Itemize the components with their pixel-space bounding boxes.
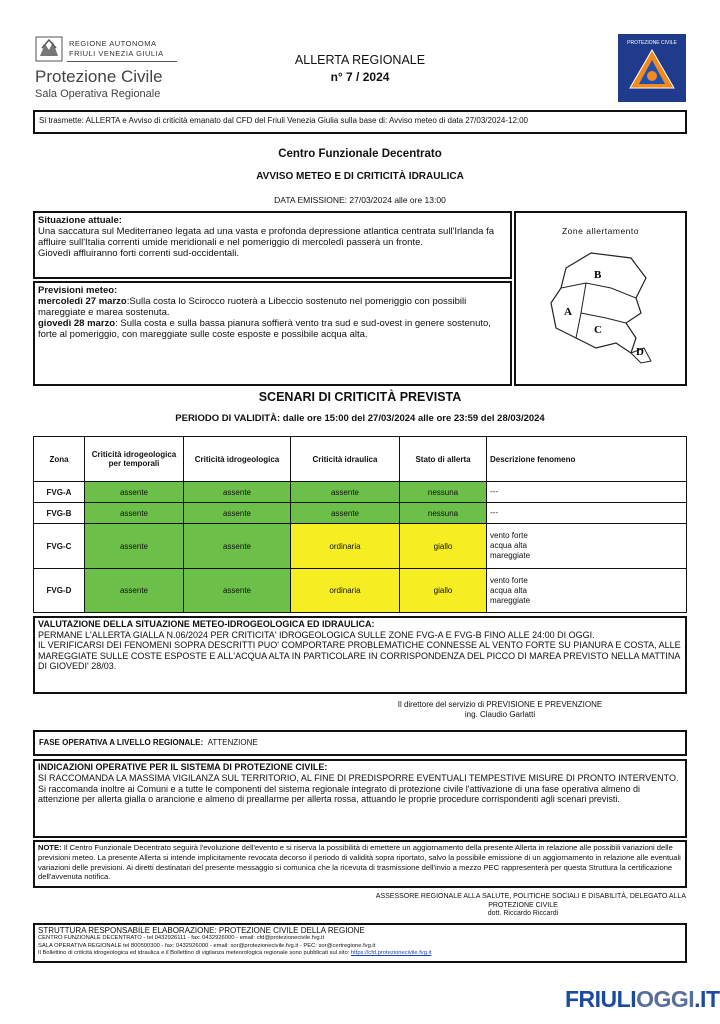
zone-cell: FVG-C (34, 524, 85, 569)
assessor-name: dott. Riccardo Riccardi (487, 910, 559, 917)
situation-heading: Situazione attuale: (38, 215, 122, 226)
scenarios-title: SCENARI DI CRITICITÀ PREVISTA (258, 390, 462, 404)
indications-box (33, 759, 687, 838)
desc-line: acqua alta (490, 541, 527, 550)
note-box (33, 840, 687, 888)
logo-divider (67, 61, 177, 62)
hydrogeo-cell: assente (184, 503, 291, 524)
emblem-text: PROTEZIONE CIVILE (627, 40, 677, 46)
hydraulic-cell: ordinaria (291, 569, 400, 613)
watermark-part-1: FRIULI (565, 986, 637, 1012)
transmit-box (33, 110, 687, 134)
header-hydrogeological: Criticità idrogeologica (184, 437, 291, 482)
table-header-row (34, 437, 687, 482)
desc-line: mareggiate (490, 595, 531, 605)
state-cell: giallo (400, 569, 487, 613)
header-storm-criticality: Criticità idrogeologica per temporali (85, 437, 184, 482)
situation-box (33, 211, 512, 279)
table-row (34, 482, 687, 503)
zone-label-c: C (594, 324, 602, 336)
footer-website-line (38, 950, 682, 958)
state-cell: giallo (400, 524, 487, 569)
desc-line: mareggiate (490, 551, 531, 560)
transmit-text: Si trasmette: ALLERTA e Avviso di criticità emanato dal CFD del Friuli Venezia Giulia sulla base di: Avviso meteo di data 27/03/2024-12:00 (39, 116, 529, 125)
desc-cell: --- (487, 482, 687, 503)
footer-structure: STRUTTURA RESPONSABILE ELABORAZIONE: PROTEZIONE CIVILE DELLA REGIONE (38, 926, 365, 935)
hydraulic-cell: ordinaria (291, 524, 400, 569)
footer-cfd-contacts: CENTRO FUNZIONALE DECENTRATO - tel 0432926111 - fax: 0432926000 - email: cfd@protezionecivile.fvg.it (38, 935, 325, 941)
zone-cell: FVG-B (34, 503, 85, 524)
assessor-signature (320, 893, 686, 919)
evaluation-heading: VALUTAZIONE DELLA SITUAZIONE METEO-IDROGEOLOGICA ED IDRAULICA: (38, 619, 375, 629)
cfd-title: Centro Funzionale Decentrato (278, 148, 442, 160)
desc-cell (487, 569, 687, 613)
header-zone: Zona (34, 437, 85, 482)
forecast-day2-label: giovedì 28 marzo (38, 318, 116, 329)
table-row (34, 569, 687, 613)
desc-cell: --- (487, 503, 687, 524)
footer-website-text: Il Bollettino di criticità idrogeologica ed idraulica e il Bollettino di vigilanza meteorologica regionale sono pubblicati sul sito: (38, 950, 351, 956)
logo-title: Protezione Civile (35, 67, 163, 86)
alert-number: n° 7 / 2024 (330, 70, 390, 84)
evaluation-box (33, 616, 687, 694)
footer-box (33, 923, 687, 963)
note-label: NOTE: (38, 843, 62, 852)
storm-cell: assente (85, 482, 184, 503)
state-cell: nessuna (400, 482, 487, 503)
hydrogeo-cell: assente (184, 482, 291, 503)
logo-line-2: FRIULI VENEZIA GIULIA (69, 49, 164, 58)
zone-map-title: Zone allertamento (561, 226, 639, 236)
hydrogeo-cell: assente (184, 569, 291, 613)
forecast-day2-text: : Sulla costa e sulla bassa pianura soffierà vento tra sud e sud-ovest in genere sostenuto, forte al pomeriggio, con mareggiate sulle coste esposte e possibile acqua alta. (38, 318, 491, 340)
storm-cell: assente (85, 503, 184, 524)
phase-box (33, 730, 687, 756)
criticality-table (33, 436, 687, 613)
logo-line-1: REGIONE AUTONOMA (69, 39, 157, 48)
footer-sor-contacts: SALA OPERATIVA REGIONALE tel 800500300 - fax: 0432926000 - email: sor@protezionecivile.fvg.it - PEC: sor@certregione.fvg.it (38, 942, 376, 949)
forecast-box (33, 281, 512, 386)
watermark-part-2: OGGI (636, 986, 695, 1012)
forecast-heading: Previsioni meteo: (38, 285, 118, 296)
watermark-part-3: .IT (694, 986, 720, 1012)
desc-line: acqua alta (490, 585, 527, 595)
header-hydraulic: Criticità idraulica (291, 437, 400, 482)
state-cell: nessuna (400, 503, 487, 524)
zone-cell: FVG-D (34, 569, 85, 613)
validity-text: dalle ore 15:00 del 27/03/2024 alle ore 23:59 del 28/03/2024 (280, 413, 545, 424)
logo-subtitle: Sala Operativa Regionale (35, 88, 161, 100)
cfd-subtitle: AVVISO METEO E DI CRITICITÀ IDRAULICA (256, 171, 464, 182)
forecast-day1-text: :Sulla costa lo Scirocco ruoterà a Libeccio sostenuto nel pomeriggio con possibili mareggiate e marea sostenuta. (38, 296, 467, 318)
zone-label-d: D (636, 346, 644, 358)
header-description: Descrizione fenomeno (487, 437, 687, 482)
zone-cell: FVG-A (34, 482, 85, 503)
desc-cell (487, 524, 687, 569)
zone-map-box (514, 211, 687, 386)
logo-block (33, 34, 178, 102)
header-alert-state: Stato di allerta (400, 437, 487, 482)
phase-label: FASE OPERATIVA A LIVELLO REGIONALE: (39, 738, 204, 747)
director-signature (340, 700, 660, 720)
desc-line: vento forte (490, 575, 528, 585)
table-row (34, 524, 687, 569)
storm-cell: assente (85, 569, 184, 613)
assessor-title-2: PROTEZIONE CIVILE (488, 901, 558, 909)
situation-text-2: Giovedì affluiranno forti correnti sud-occidentali. (38, 248, 240, 259)
indications-paragraph-2: Si raccomanda inoltre ai Comuni e a tutte le componenti del sistema regionale integrato di protezione civile l'attivazione di una fase operativa almeno di attenzione per allerta gialla o arancione e almeno di preallarme per allerta rossa, attuando le proprie procedure corrispondenti agli scenari previsti. (38, 783, 641, 805)
storm-cell: assente (85, 524, 184, 569)
director-title: Il direttore del servizio di PREVISIONE E PREVENZIONE (397, 700, 603, 709)
note-text: Il Centro Funzionale Decentrato seguirà l'evoluzione dell'evento e si riserva la possibilità di emettere un aggiornamento della presente Allerta in relazione alle possibili variazioni delle previsioni meteo. La presente Allerta si intende implicitamente revocata decorso il periodo di validità sopra riportato, salvo la possibile emissione di un aggiornamento in relazione alle eventuali variazioni delle previsioni. Ai diretti destinatari del presente messaggio si comunica che la ricevuta di trasmissione dell'invio a mezzo PEC rappresenterà per questa Struttura la certificazione dell'avvenuta notifica. (38, 843, 681, 882)
zone-label-b: B (594, 269, 602, 281)
hydrogeo-cell: assente (184, 524, 291, 569)
director-name: ing. Claudio Garlatti (464, 710, 536, 719)
indications-paragraph-1: SI RACCOMANDA LA MASSIMA VIGILANZA SUL TERRITORIO, AL FINE DI PREDISPORRE EVENTUALI TEMPESTIVE MISURE DI PRONTO INTERVENTO. (38, 772, 679, 783)
zone-map-icon (536, 243, 666, 373)
alert-title: ALLERTA REGIONALE (294, 53, 426, 67)
desc-line: vento forte (490, 531, 528, 540)
evaluation-paragraph-2: IL VERIFICARSI DEI FENOMENI SOPRA DESCRITTI PUO' COMPORTARE PROBLEMATICHE CONNESSE AL VENTO FORTE SU PIANURA E COSTA, ALLE MAREGGIATE SULLE COSTE ESPOSTE E ALL'ACQUA ALTA IN PARTICOLARE IN CORRISPONDENZA DEL PICCO DI MAREA PREVISTO NELLA MATTINA DI GIOVEDI' 28/03. (38, 640, 681, 671)
civil-protection-emblem-icon (618, 34, 686, 102)
indications-heading: INDICAZIONI OPERATIVE PER IL SISTEMA DI PROTEZIONE CIVILE: (38, 762, 328, 772)
forecast-day1-label: mercoledì 27 marzo (38, 296, 127, 307)
emission-date: DATA EMISSIONE: 27/03/2024 alle ore 13:00 (274, 195, 446, 205)
zone-label-a: A (564, 306, 572, 318)
phase-value: ATTENZIONE (207, 738, 258, 747)
situation-text: Una saccatura sul Mediterraneo legata ad una vasta e profonda depressione atlantica centrata sull'Irlanda fa affluire sull'Italia correnti umide meridionali e nel pomeriggio di mercoledì passerà un fronte. (38, 226, 494, 248)
hydraulic-cell: assente (291, 503, 400, 524)
region-emblem-icon (35, 36, 63, 62)
assessor-title: ASSESSORE REGIONALE ALLA SALUTE, POLITICHE SOCIALI E DISABILITÀ, DELEGATO ALLA (375, 893, 686, 900)
validity-line (33, 413, 687, 424)
validity-label: PERIODO DI VALIDITÀ: (175, 413, 281, 424)
table-row (34, 503, 687, 524)
evaluation-paragraph-1: PERMANE L'ALLERTA GIALLA N.06/2024 PER CRITICITA' IDROGEOLOGICA SULLE ZONE FVG-A E FVG-B FINO ALLE 24:00 DI OGGI. (38, 629, 595, 640)
footer-website-link[interactable]: https://cfd.protezionecivile.fvg.it (350, 950, 432, 956)
hydraulic-cell: assente (291, 482, 400, 503)
friulioggi-watermark (565, 986, 720, 1013)
